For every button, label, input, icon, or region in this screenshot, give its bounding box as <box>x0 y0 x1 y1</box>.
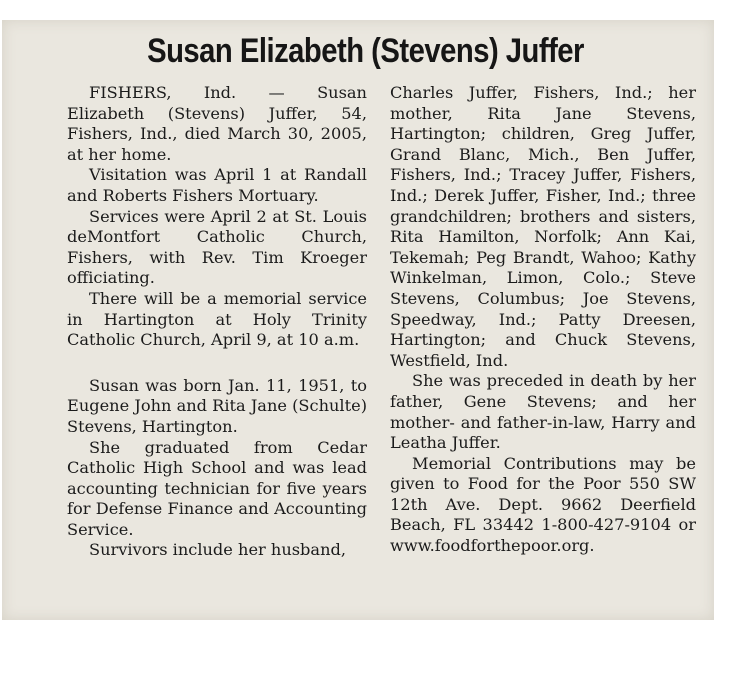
paragraph-birth: Susan was born Jan. 11, 1951, to Eugene John and Rita Jane (Schulte) Stevens, Hartington. <box>67 375 368 436</box>
paragraph-services: Services were April 2 at St. Louis deMontfort Catholic Church, Fishers, with Rev. Tim Kroeger officiating. <box>67 206 367 288</box>
left-column <box>67 83 367 561</box>
paragraph-memorial-service: There will be a memorial service in Hartington at Holy Trinity Catholic Church, April 9, at 10 a.m. <box>67 288 367 350</box>
paragraph-spacer <box>67 351 367 376</box>
paragraph-education-career: She graduated from Cedar Catholic High School and was lead accounting technician for five years for Defense Finance and Accounting Service. <box>67 437 367 539</box>
right-column <box>390 83 696 557</box>
obituary-title: Susan Elizabeth (Stevens) Juffer <box>147 32 584 70</box>
paragraph-preceded-in-death: She was preceded in death by her father, Gene Stevens; and her mother- and father-in-law, Harry and Leatha Juffer. <box>390 371 696 453</box>
paragraph-survivors-start: Survivors include her husband, <box>89 540 347 560</box>
paragraph-memorial-contributions: Memorial Contributions may be given to Food for the Poor 550 SW 12th Ave. Dept. 9662 Deerfield Beach, FL 33442 1-800-427-9104 or www.foodforthepoor.org. <box>390 453 696 556</box>
paragraph-death-notice: FISHERS, Ind. — Susan Elizabeth (Stevens) Juffer, 54, Fishers, Ind., died March 30, 2005, at her home. <box>67 83 367 164</box>
paragraph-survivors-continued: Charles Juffer, Fishers, Ind.; her mother, Rita Jane Stevens, Hartington; children, Greg Juffer, Grand Blanc, Mich., Ben Juffer, Fishers, Ind.; Tracey Juffer, Fishers, Ind.; Derek Juffer, Fisher, Ind.; three grandchildren; brothers and sisters, Rita Hamilton, Norfolk; Ann Kai, Tekemah; Peg Brandt, Wahoo; Kathy Winkelman, Limon, Colo.; Steve Stevens, Columbus; Joe Stevens, Speedway, Ind.; Patty Dreesen, Hartington; and Chuck Stevens, Westfield, Ind. <box>390 83 696 370</box>
paragraph-visitation: Visitation was April 1 at Randall and Roberts Fishers Mortuary. <box>67 165 367 205</box>
